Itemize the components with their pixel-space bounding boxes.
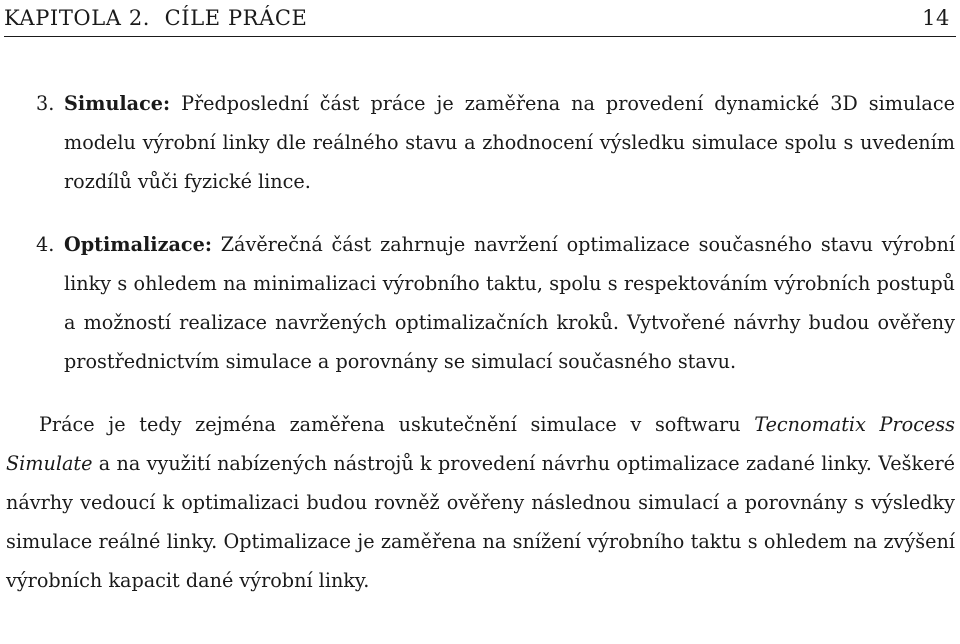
list-item-number: 4.	[36, 233, 55, 256]
software-name: Tecnomatix Process Simulate	[6, 413, 955, 475]
list-item-text: Závěrečná část zahrnuje navržení optimalizace současného stavu výrobní linky s ohledem na minimalizaci výrobního taktu, spolu s respektováním výrobních postupů a možností realizace navržených optimalizačních kroků. Vytvořené návrhy budou ověřeny prostřednictvím simulace a porovnány se simulací současného stavu.	[64, 233, 955, 373]
list-item-number: 3.	[36, 92, 55, 115]
page-number: 14	[922, 6, 950, 30]
chapter-title: CÍLE PRÁCE	[164, 6, 308, 30]
body-text	[6, 84, 955, 600]
list-item-term: Simulace:	[64, 92, 171, 115]
list-item-text: Předposlední část práce je zaměřena na provedení dynamické 3D simulace modelu výrobní linky dle reálného stavu a zhodnocení výsledku simulace spolu s uvedením rozdílů vůči fyzické lince.	[64, 92, 955, 193]
chapter-label: KAPITOLA 2.	[4, 6, 151, 30]
list-item-simulace	[6, 84, 955, 201]
list-item-term: Optimalizace:	[64, 233, 212, 256]
list-item-optimalizace	[6, 225, 955, 381]
summary-paragraph	[6, 405, 955, 600]
paragraph-text-before: Práce je tedy zejména zaměřena uskutečnění simulace v softwaru	[39, 413, 741, 436]
running-header	[4, 0, 956, 37]
paragraph-text-after: a na využití nabízených nástrojů k provedení návrhu optimalizace zadané linky. Veškeré návrhy vedoucí k optimalizaci budou rovněž ověřeny následnou simulací a porovnány s výsledky simulace reálné linky. Optimalizace je zaměřena na snížení výrobního taktu s ohledem na zvýšení výrobních kapacit dané výrobní linky.	[6, 452, 955, 592]
